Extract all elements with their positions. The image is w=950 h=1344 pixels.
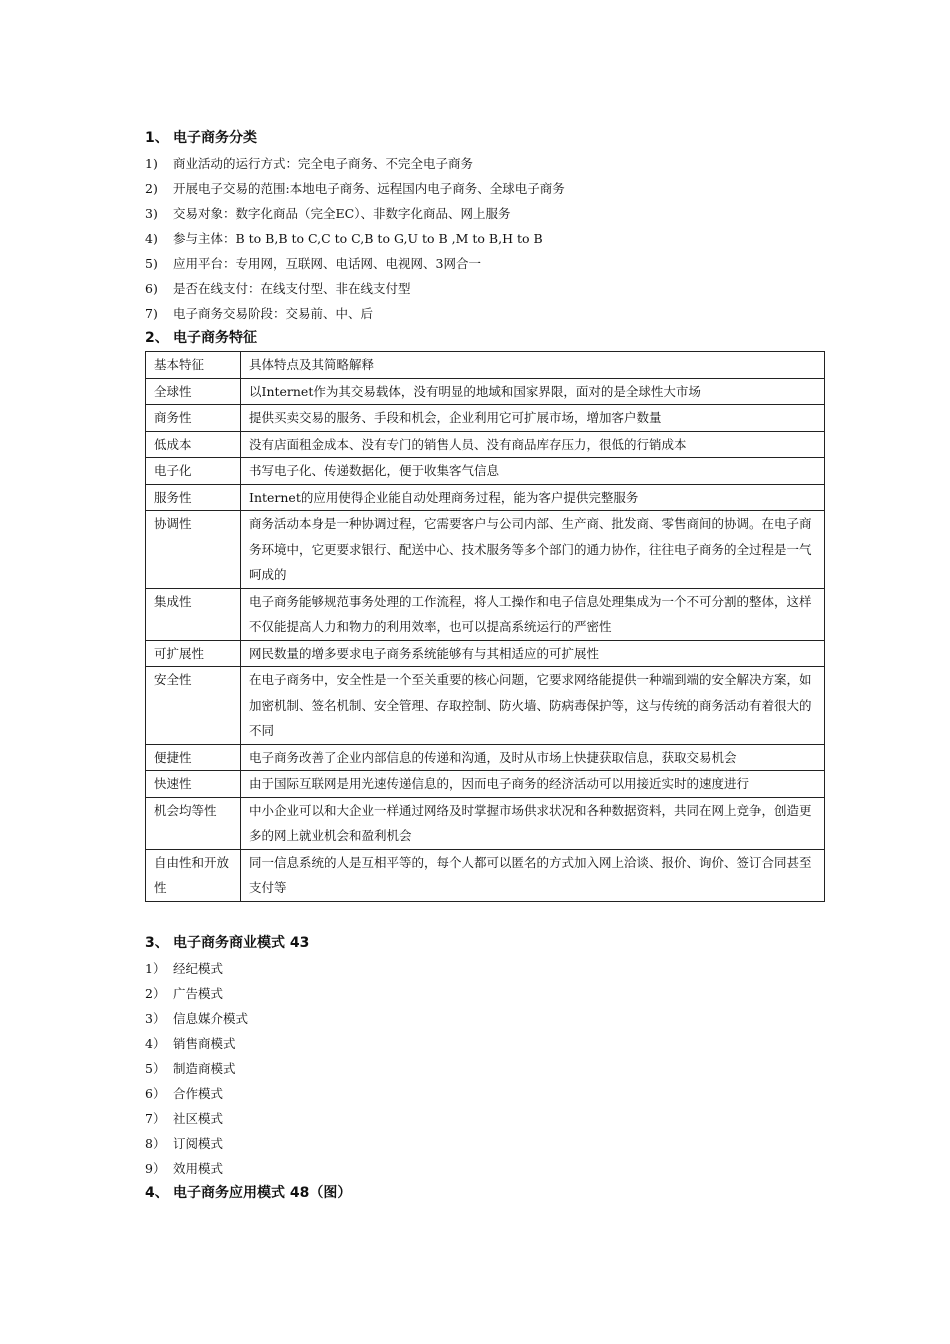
list-item-text: 信息媒介模式: [173, 1010, 249, 1026]
feature-name-cell: 全球性: [146, 378, 241, 405]
list-item-text: 应用平台：专用网，互联网、电话网、电视网、3网合一: [173, 256, 481, 271]
feature-name-cell: 集成性: [146, 588, 241, 640]
list-item: [145, 151, 825, 176]
feature-description-cell: 提供买卖交易的服务、手段和机会，企业利用它可扩展市场，增加客户数量: [241, 405, 825, 432]
table-row: [146, 849, 825, 901]
section-number: 1、: [145, 130, 169, 146]
list-item-number: 6): [145, 281, 158, 296]
feature-name-cell: 商务性: [146, 405, 241, 432]
section-1-heading: [145, 126, 825, 151]
list-item: [145, 251, 825, 276]
list-item-number: 2）: [145, 985, 166, 1001]
feature-description-cell: 书写电子化、传递数据化，便于收集客气信息: [241, 458, 825, 485]
table-row: [146, 458, 825, 485]
list-item: [145, 201, 825, 226]
feature-description-cell: 同一信息系统的人是互相平等的，每个人都可以匿名的方式加入网上洽谈、报价、询价、签订合同甚至支付等: [241, 849, 825, 901]
table-row: [146, 797, 825, 849]
section-title: 电子商务特征: [173, 330, 257, 346]
list-item-number: 1): [145, 156, 158, 171]
list-item-number: 5): [145, 256, 158, 271]
list-item-number: 7): [145, 306, 158, 321]
table-row: [146, 588, 825, 640]
list-item-text: 制造商模式: [173, 1060, 236, 1076]
feature-description-cell: 电子商务改善了企业内部信息的传递和沟通，及时从市场上快捷获取信息，获取交易机会: [241, 744, 825, 771]
list-item-number: 5）: [145, 1060, 166, 1076]
feature-name-cell: 服务性: [146, 484, 241, 511]
header-cell-description: 具体特点及其简略解释: [241, 352, 825, 379]
feature-description-cell: 中小企业可以和大企业一样通过网络及时掌握市场供求状况和各种数据资料，共同在网上竞争，创造更多的网上就业机会和盈利机会: [241, 797, 825, 849]
list-item: [145, 1131, 825, 1156]
list-item: [145, 981, 825, 1006]
section-2-heading: [145, 326, 825, 351]
section-title: 电子商务商业模式 43: [173, 934, 310, 951]
list-item-text: 社区模式: [173, 1110, 224, 1126]
list-item-text: 参与主体：B to B,B to C,C to C,B to G,U to B ,M to B,H to B: [173, 231, 543, 246]
document-page: [145, 126, 825, 1206]
list-item: [145, 276, 825, 301]
table-row: [146, 511, 825, 589]
list-item: [145, 176, 825, 201]
feature-description-cell: Internet的应用使得企业能自动处理商务过程，能为客户提供完整服务: [241, 484, 825, 511]
table-row: [146, 667, 825, 745]
list-item-text: 销售商模式: [173, 1035, 236, 1051]
table-row: [146, 378, 825, 405]
section-3-heading: [145, 931, 825, 956]
list-item: [145, 956, 825, 981]
table-row: [146, 484, 825, 511]
feature-name-cell: 机会均等性: [146, 797, 241, 849]
business-model-list: [145, 956, 825, 1181]
feature-name-cell: 低成本: [146, 431, 241, 458]
list-item-text: 商业活动的运行方式：完全电子商务、不完全电子商务: [173, 156, 474, 171]
feature-description-cell: 没有店面租金成本、没有专门的销售人员、没有商品库存压力，很低的行销成本: [241, 431, 825, 458]
list-item: [145, 1006, 825, 1031]
header-cell-feature: 基本特征: [146, 352, 241, 379]
list-item-number: 8）: [145, 1135, 166, 1151]
spacer: [145, 902, 825, 931]
table-row: [146, 405, 825, 432]
section-number: 3、: [145, 934, 169, 951]
list-item: [145, 1081, 825, 1106]
list-item-number: 1）: [145, 960, 166, 976]
list-item-number: 9）: [145, 1160, 166, 1176]
list-item-text: 开展电子交易的范围:本地电子商务、远程国内电子商务、全球电子商务: [173, 181, 565, 196]
classification-list: [145, 151, 825, 326]
section-title: 电子商务应用模式 48（图）: [173, 1184, 352, 1201]
feature-name-cell: 电子化: [146, 458, 241, 485]
feature-name-cell: 快速性: [146, 771, 241, 798]
feature-name-cell: 安全性: [146, 667, 241, 745]
section-number: 4、: [145, 1184, 169, 1201]
list-item-number: 2): [145, 181, 158, 196]
list-item-number: 4): [145, 231, 158, 246]
feature-description-cell: 网民数量的增多要求电子商务系统能够有与其相适应的可扩展性: [241, 640, 825, 667]
table-row: [146, 640, 825, 667]
table-header-row: [146, 352, 825, 379]
table-row: [146, 744, 825, 771]
feature-name-cell: 协调性: [146, 511, 241, 589]
list-item-text: 电子商务交易阶段：交易前、中、后: [173, 306, 374, 321]
list-item: [145, 301, 825, 326]
section-title: 电子商务分类: [173, 130, 257, 146]
feature-description-cell: 在电子商务中，安全性是一个至关重要的核心问题，它要求网络能提供一种端到端的安全解决方案，如加密机制、签名机制、安全管理、存取控制、防火墙、防病毒保护等，这与传统的商务活动有着很大的不同: [241, 667, 825, 745]
list-item-text: 效用模式: [173, 1160, 224, 1176]
feature-name-cell: 便捷性: [146, 744, 241, 771]
list-item-number: 3）: [145, 1010, 166, 1026]
list-item: [145, 1106, 825, 1131]
feature-description-cell: 以Internet作为其交易载体，没有明显的地域和国家界限，面对的是全球性大市场: [241, 378, 825, 405]
feature-description-cell: 由于国际互联网是用光速传递信息的，因而电子商务的经济活动可以用接近实时的速度进行: [241, 771, 825, 798]
feature-description-cell: 电子商务能够规范事务处理的工作流程，将人工操作和电子信息处理集成为一个不可分割的整体，这样不仅能提高人力和物力的利用效率，也可以提高系统运行的严密性: [241, 588, 825, 640]
section-number: 2、: [145, 330, 169, 346]
list-item-text: 广告模式: [173, 985, 224, 1001]
list-item-text: 是否在线支付：在线支付型、非在线支付型: [173, 281, 411, 296]
feature-name-cell: 自由性和开放性: [146, 849, 241, 901]
features-table: [145, 351, 825, 902]
list-item-text: 订阅模式: [173, 1135, 224, 1151]
list-item: [145, 1156, 825, 1181]
feature-name-cell: 可扩展性: [146, 640, 241, 667]
list-item-number: 4）: [145, 1035, 166, 1051]
table-row: [146, 771, 825, 798]
list-item: [145, 1056, 825, 1081]
list-item-number: 3): [145, 206, 158, 221]
list-item: [145, 1031, 825, 1056]
list-item: [145, 226, 825, 251]
list-item-text: 交易对象：数字化商品（完全EC）、非数字化商品、网上服务: [173, 206, 511, 221]
table-row: [146, 431, 825, 458]
section-4-heading: [145, 1181, 825, 1206]
list-item-text: 合作模式: [173, 1085, 224, 1101]
list-item-text: 经纪模式: [173, 960, 224, 976]
feature-description-cell: 商务活动本身是一种协调过程，它需要客户与公司内部、生产商、批发商、零售商间的协调。在电子商务环境中，它更要求银行、配送中心、技术服务等多个部门的通力协作，往往电子商务的全过程是一气呵成的: [241, 511, 825, 589]
list-item-number: 6）: [145, 1085, 166, 1101]
list-item-number: 7）: [145, 1110, 166, 1126]
